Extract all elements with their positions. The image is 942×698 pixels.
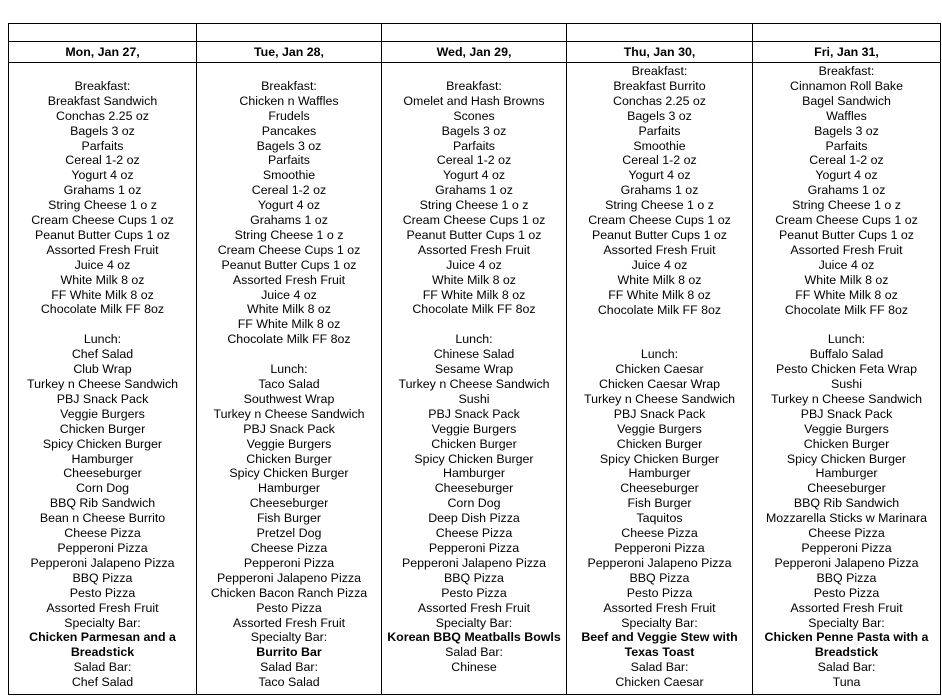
menu-item (197, 347, 381, 362)
menu-item: Pesto Pizza (813, 585, 880, 600)
menu-item: Assorted Fresh Fruit (46, 600, 159, 615)
menu-item: White Milk 8 oz (60, 272, 145, 287)
menu-item: Breakfast: (74, 78, 131, 93)
menu-item: Chicken Caesar Wrap (599, 377, 720, 391)
menu-item: Yogurt 4 oz (442, 168, 506, 183)
menu-item: Taquitos (636, 511, 683, 526)
menu-item: Chocolate Milk FF 8oz (597, 302, 722, 317)
menu-item: Pesto Pizza (441, 585, 507, 600)
menu-item: Spicy Chicken Burger (414, 451, 534, 466)
menu-item: PBJ Snack Pack (800, 406, 893, 421)
menu-item: Breakfast Sandwich (47, 93, 158, 108)
menu-item: Omelet and Hash Browns (403, 93, 545, 108)
menu-item: String Cheese 1 o z (48, 198, 157, 213)
menu-item: Smoothie (633, 138, 686, 153)
menu-item: Pepperoni Jalapeno Pizza (774, 555, 919, 570)
blank-cell (197, 24, 382, 42)
menu-item: String Cheese 1 o z (792, 198, 901, 213)
menu-item: Southwest Wrap (243, 391, 335, 406)
menu-item: Parfaits (267, 153, 310, 168)
blank-cell (567, 24, 753, 42)
menu-item: Cream Cheese Cups 1 oz (31, 213, 174, 228)
specialty-item: Chicken Parmesan and a Breadstick (29, 630, 176, 660)
menu-item: Assorted Fresh Fruit (603, 242, 716, 257)
menu-item: Grahams 1 oz (63, 183, 142, 198)
menu-item: Chicken Bacon Ranch Pizza (210, 585, 368, 600)
menu-item: Smoothie (262, 168, 316, 183)
menu-item: Cheese Pizza (64, 526, 141, 541)
menu-item (753, 317, 940, 332)
menu-item: Pepperoni Pizza (243, 555, 335, 570)
menu-item: Hamburger (443, 466, 505, 481)
menu-item: Pepperoni Jalapeno Pizza (217, 570, 361, 585)
menu-item: Specialty Bar: (435, 615, 513, 630)
menu-item: Chicken Caesar (615, 675, 704, 690)
menu-item: Assorted Fresh Fruit (232, 615, 346, 630)
menu-item: Pepperoni Pizza (801, 540, 892, 555)
blank-header-row (9, 24, 941, 42)
menu-item: String Cheese 1 o z (419, 198, 529, 213)
menu-item (197, 64, 381, 79)
menu-item: Lunch: (640, 347, 679, 362)
day-heading-fri: Fri, Jan 31, (753, 42, 941, 63)
menu-item: Hamburger (71, 451, 134, 466)
menu-item: BBQ Rib Sandwich (793, 496, 900, 511)
menu-item: Juice 4 oz (261, 287, 317, 302)
blank-cell (9, 24, 197, 42)
menu-item: Pesto Pizza (69, 585, 136, 600)
menu-item: Pancakes (261, 123, 317, 138)
menu-item: PBJ Snack Pack (428, 406, 520, 421)
menu-item: Conchas 2.25 oz (56, 108, 149, 123)
menu-item: Pepperoni Jalapeno Pizza (587, 555, 732, 570)
menu-item: Yogurt 4 oz (257, 198, 321, 213)
day-heading-row (9, 42, 941, 63)
day-heading-mon: Mon, Jan 27, (9, 42, 197, 63)
blank-cell (382, 24, 567, 42)
menu-item: String Cheese 1 o z (234, 227, 344, 242)
menu-item: Bagel Sandwich (802, 93, 891, 108)
menu-body-row (9, 63, 941, 695)
menu-item: Chicken Burger (59, 421, 146, 436)
menu-item: Parfaits (81, 138, 124, 153)
menu-item: Hamburger (628, 466, 691, 481)
menu-item: Chocolate Milk FF 8oz (412, 302, 536, 317)
menu-item: Breakfast: (261, 78, 317, 93)
menu-item: Specialty Bar: (621, 615, 698, 630)
menu-item: Veggie Burgers (804, 421, 889, 436)
menu-item: Spicy Chicken Burger (599, 451, 720, 466)
menu-column-tue (197, 63, 382, 695)
menu-item: Assorted Fresh Fruit (790, 242, 903, 257)
menu-item: PBJ Snack Pack (56, 391, 149, 406)
menu-item: Salad Bar: (445, 645, 503, 660)
menu-item: Lunch: (827, 332, 866, 347)
menu-item: Pepperoni Pizza (57, 540, 148, 555)
menu-item: Breakfast: (631, 64, 688, 78)
menu-item: Specialty Bar: (64, 615, 141, 630)
menu-item: Cheese Pizza (621, 526, 698, 541)
menu-item: Lunch: (270, 362, 308, 377)
menu-item: Chicken Burger (431, 436, 517, 451)
menu-column-wed (382, 63, 567, 695)
menu-item: Corn Dog (75, 481, 130, 496)
menu-item: Conchas 2.25 oz (613, 93, 706, 108)
specialty-item: Korean BBQ Meatballs Bowls (387, 630, 561, 645)
menu-item: Salad Bar: (817, 660, 876, 675)
menu-item: Turkey n Cheese Sandwich (583, 391, 736, 406)
menu-item: Chef Salad (71, 347, 134, 362)
menu-item: Assorted Fresh Fruit (603, 600, 716, 615)
menu-item: White Milk 8 oz (804, 272, 889, 287)
menu-item: Sesame Wrap (434, 362, 514, 377)
menu-item: Pepperoni Pizza (428, 540, 520, 555)
menu-item: Yogurt 4 oz (628, 168, 691, 183)
day-heading-thu: Thu, Jan 30, (567, 42, 753, 63)
menu-item: Peanut Butter Cups 1 oz (778, 227, 914, 242)
menu-item: FF White Milk 8 oz (422, 287, 526, 302)
menu-item: Cream Cheese Cups 1 oz (217, 242, 361, 257)
menu-item: Yogurt 4 oz (71, 168, 134, 183)
menu-item: Assorted Fresh Fruit (417, 242, 531, 257)
menu-item: Breakfast Burrito (613, 78, 706, 93)
menu-item: Turkey n Cheese Sandwich (770, 391, 923, 406)
menu-item: Veggie Burgers (60, 406, 145, 421)
menu-item: Salad Bar: (630, 660, 689, 675)
menu-item: Yogurt 4 oz (815, 168, 878, 183)
menu-item: Grahams 1 oz (250, 213, 328, 228)
menu-item: Lunch: (83, 332, 122, 347)
menu-item: PBJ Snack Pack (243, 421, 335, 436)
menu-item: Cheeseburger (249, 496, 329, 511)
menu-item: Cream Cheese Cups 1 oz (775, 213, 918, 228)
menu-item: Pesto Pizza (626, 585, 693, 600)
menu-item: FF White Milk 8 oz (51, 287, 154, 302)
menu-item: BBQ Pizza (816, 570, 877, 585)
menu-item: Juice 4 oz (74, 257, 131, 272)
menu-item: Chicken Burger (803, 436, 890, 451)
menu-item: Turkey n Cheese Sandwich (26, 377, 179, 391)
menu-item: Lunch: (455, 332, 493, 347)
menu-item: Cream Cheese Cups 1 oz (402, 213, 546, 228)
menu-item: Turkey n Cheese Sandwich (398, 377, 550, 391)
menu-item: Buffalo Salad (809, 347, 884, 362)
menu-item: Salad Bar: (73, 660, 132, 675)
menu-item: Cinnamon Roll Bake (790, 78, 903, 93)
menu-item: Scones (453, 108, 495, 123)
menu-item: Cheeseburger (807, 481, 886, 496)
menu-item: Sushi (831, 377, 862, 392)
menu-item: Chicken Burger (246, 451, 332, 466)
day-heading-tue: Tue, Jan 28, (197, 42, 382, 63)
menu-item: Bean n Cheese Burrito (39, 511, 166, 526)
menu-item: Assorted Fresh Fruit (46, 242, 159, 257)
menu-item: Chocolate Milk FF 8oz (40, 302, 165, 317)
menu-item: Cereal 1-2 oz (622, 153, 697, 168)
menu-item: Grahams 1 oz (620, 183, 699, 198)
menu-item: Assorted Fresh Fruit (790, 600, 903, 615)
menu-item: Salad Bar: (260, 660, 318, 675)
menu-item: White Milk 8 oz (247, 302, 331, 317)
menu-item: FF White Milk 8 oz (237, 317, 341, 332)
menu-item: BBQ Pizza (72, 570, 133, 585)
menu-item: Taco Salad (258, 377, 320, 391)
menu-item: Parfaits (638, 123, 681, 138)
menu-column-fri (753, 63, 941, 695)
menu-item: Pepperoni Pizza (614, 540, 705, 555)
menu-item: Bagels 3 oz (814, 123, 879, 138)
menu-item: BBQ Pizza (629, 570, 690, 585)
menu-item: Taco Salad (258, 675, 320, 690)
menu-item: Spicy Chicken Burger (42, 436, 163, 451)
menu-item: Club Wrap (73, 362, 132, 377)
menu-item: Chicken Burger (616, 436, 703, 451)
menu-item: Cream Cheese Cups 1 oz (588, 213, 731, 228)
menu-item: Pepperoni Jalapeno Pizza (402, 555, 546, 570)
menu-item: Cheese Pizza (808, 526, 885, 541)
menu-item: Peanut Butter Cups 1 oz (34, 227, 170, 242)
menu-item: Pepperoni Jalapeno Pizza (30, 555, 175, 570)
menu-item: Juice 4 oz (446, 257, 502, 272)
menu-item: Veggie Burgers (246, 436, 332, 451)
menu-item (382, 64, 566, 79)
menu-item: Assorted Fresh Fruit (232, 272, 346, 287)
menu-item: Fish Burger (256, 511, 322, 526)
menu-item: Pretzel Dog (256, 526, 322, 541)
menu-item: Assorted Fresh Fruit (417, 600, 531, 615)
menu-item: Juice 4 oz (818, 257, 875, 272)
menu-item: White Milk 8 oz (617, 272, 702, 287)
specialty-item: Chicken Penne Pasta with a Breadstick (764, 630, 929, 660)
menu-item (9, 317, 196, 332)
menu-item: Sushi (458, 391, 490, 406)
menu-item: Chinese Salad (433, 347, 515, 362)
menu-item: Veggie Burgers (617, 421, 702, 436)
menu-item: BBQ Rib Sandwich (49, 496, 156, 511)
menu-item: Cheeseburger (63, 466, 142, 481)
menu-item: Specialty Bar: (808, 615, 885, 630)
menu-item: Turkey n Cheese Sandwich (213, 406, 365, 421)
menu-item: Hamburger (815, 466, 878, 481)
specialty-item: Burrito Bar (256, 645, 322, 660)
specialty-item: Beef and Veggie Stew with Texas Toast (581, 630, 738, 660)
menu-item: Grahams 1 oz (435, 183, 513, 198)
menu-item: Parfaits (452, 138, 495, 153)
menu-item: Waffles (826, 108, 867, 123)
menu-column-mon (9, 63, 197, 695)
menu-item: Cheese Pizza (250, 540, 328, 555)
menu-item: Peanut Butter Cups 1 oz (406, 227, 542, 242)
menu-item: BBQ Pizza (444, 570, 504, 585)
menu-item: Chinese (451, 660, 497, 675)
menu-item: Bagels 3 oz (256, 138, 322, 153)
menu-item: FF White Milk 8 oz (795, 287, 898, 302)
menu-item: Pesto Pizza (256, 600, 322, 615)
menu-item: Grahams 1 oz (807, 183, 886, 198)
menu-item: Chicken n Waffles (239, 93, 339, 108)
menu-item: Peanut Butter Cups 1 oz (591, 227, 727, 242)
day-heading-wed: Wed, Jan 29, (382, 42, 567, 63)
menu-item: Chocolate Milk FF 8oz (784, 302, 909, 317)
menu-item (9, 64, 196, 79)
menu-item: Tuna (832, 675, 861, 690)
menu-item: Breakfast: (446, 78, 502, 93)
menu-item (382, 317, 566, 332)
menu-item: Chocolate Milk FF 8oz (227, 332, 351, 347)
menu-item: FF White Milk 8 oz (608, 287, 711, 302)
menu-item: Cheeseburger (620, 481, 699, 496)
weekly-menu-table (8, 23, 941, 695)
menu-column-thu (567, 63, 753, 695)
menu-item: Cereal 1-2 oz (436, 153, 512, 168)
menu-item: Specialty Bar: (250, 630, 328, 645)
menu-item: Cheeseburger (434, 481, 514, 496)
menu-item: Bagels 3 oz (441, 123, 507, 138)
menu-item: Chicken Caesar (615, 362, 704, 377)
blank-cell (753, 24, 941, 42)
menu-item (567, 332, 752, 347)
menu-item (567, 317, 752, 332)
menu-item: Cereal 1-2 oz (251, 183, 327, 198)
menu-item: Chef Salad (71, 675, 134, 690)
menu-item: Breakfast: (818, 64, 875, 78)
menu-item: Frudels (268, 108, 310, 123)
menu-item: Peanut Butter Cups 1 oz (221, 257, 357, 272)
menu-item: Cheese Pizza (435, 526, 513, 541)
menu-item: Hamburger (258, 481, 320, 496)
menu-item: String Cheese 1 o z (605, 198, 714, 213)
menu-item: Spicy Chicken Burger (229, 466, 349, 481)
menu-item: Mozzarella Sticks w Marinara (765, 511, 928, 526)
menu-item: Corn Dog (447, 496, 501, 511)
menu-item: Veggie Burgers (431, 421, 517, 436)
menu-item: PBJ Snack Pack (613, 406, 706, 421)
menu-item: Pesto Chicken Feta Wrap (776, 362, 917, 377)
menu-item: Bagels 3 oz (70, 123, 135, 138)
menu-item: Bagels 3 oz (627, 108, 692, 123)
menu-item: Cereal 1-2 oz (809, 153, 884, 168)
menu-item: Cereal 1-2 oz (65, 153, 140, 168)
menu-item: Spicy Chicken Burger (786, 451, 907, 466)
menu-item: Fish Burger (627, 496, 692, 511)
menu-item: Deep Dish Pizza (428, 511, 520, 526)
menu-item: Juice 4 oz (631, 257, 688, 272)
menu-item: Parfaits (825, 138, 868, 153)
menu-item: White Milk 8 oz (432, 272, 516, 287)
